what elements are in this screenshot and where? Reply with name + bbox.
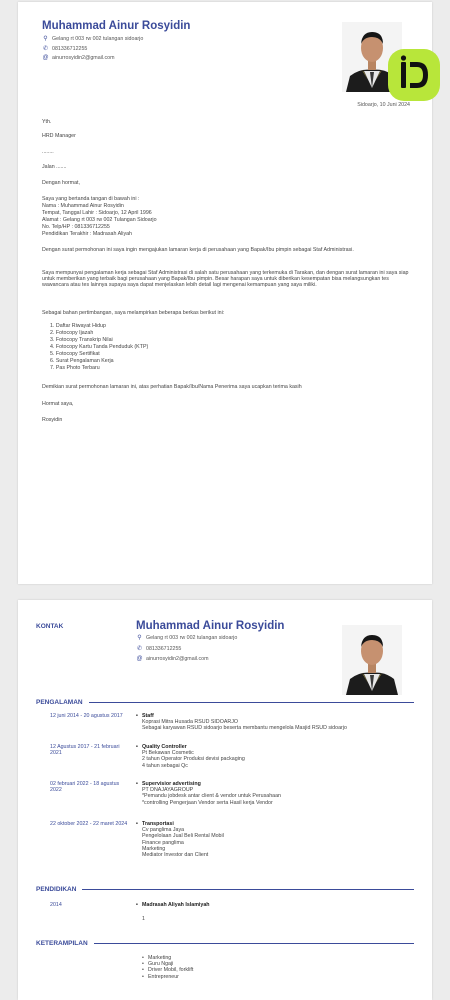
map-pin-icon: ⚲ — [137, 635, 142, 641]
cover-letter-page — [18, 2, 432, 584]
letter-line: Nama : Muhammad Ainur Rosyidin — [42, 203, 124, 209]
skills-section-header — [36, 940, 414, 947]
education-section-header — [36, 886, 414, 893]
letter-line: Saya yang bertanda tangan di bawah ini : — [42, 196, 140, 202]
experience-entry — [136, 713, 416, 732]
experience-dates: 12 Agustus 2017 - 21 februari 2021 — [50, 744, 120, 757]
attachment-item: 3. Fotocopy Transkrip Nilai — [50, 337, 113, 343]
section-divider — [94, 943, 414, 944]
letter-phone: 081336712255 — [52, 45, 88, 52]
section-divider — [82, 889, 414, 890]
skill-item: • Driver Mobil, forklift — [148, 967, 416, 973]
experience-heading: PENGALAMAN — [36, 699, 83, 706]
experience-section-header — [36, 699, 414, 706]
letter-line: Hormat saya, — [42, 401, 74, 407]
experience-entry — [136, 744, 416, 769]
at-icon: @ — [42, 55, 49, 61]
phone-icon: ✆ — [136, 646, 143, 652]
section-divider — [89, 702, 414, 703]
experience-dates: 12 juni 2014 - 20 agustus 2017 — [50, 713, 123, 719]
cv-address: Gelang rt 003 rw 002 tulangan sidoarjo — [146, 634, 238, 641]
education-heading: PENDIDIKAN — [36, 886, 77, 893]
experience-line: Cv panglima Jaya — [142, 827, 185, 834]
experience-line: 2 tahun Operator Produksi devisi packaging — [142, 756, 245, 763]
experience-title: • Supervisior advertising — [142, 781, 416, 787]
experience-dates: 02 februari 2022 - 18 agustus 2022 — [50, 781, 120, 794]
letter-line: Yth. — [42, 119, 52, 125]
letter-date: Sidoarjo, 10 Juni 2024 — [357, 102, 410, 108]
cv-name: Muhammad Ainur Rosyidin — [136, 620, 285, 632]
letter-email-row — [42, 55, 115, 61]
attachment-item: 4. Fotocopy Kartu Tanda Penduduk (KTP) — [50, 344, 149, 350]
profile-photo — [342, 625, 402, 695]
experience-line: PT DNAJAYAGROUP — [142, 787, 194, 794]
attachment-item: 5. Fotocopy Sertifikat — [50, 351, 100, 357]
letter-phone-row — [42, 45, 87, 52]
at-icon: @ — [136, 656, 143, 662]
letter-line: No. Telp/HP : 081336712255 — [42, 224, 110, 230]
app-logo[interactable] — [388, 49, 440, 101]
experience-title: • Staff — [142, 713, 416, 719]
letter-line: Alamat : Gelang rt 003 rw 002 Tulangan Sidoarjo — [42, 217, 157, 223]
education-line: 1 — [142, 916, 145, 923]
cv-address-row — [136, 634, 237, 641]
map-pin-icon: ⚲ — [43, 36, 48, 42]
letter-address-row — [42, 35, 143, 42]
experience-line: Pengelolaan Jual Beli Rental Mobil — [142, 833, 224, 840]
experience-line: 4 tahun sebagai Qc — [142, 762, 188, 769]
cv-page — [18, 600, 432, 1000]
experience-title: • Transportasi — [142, 821, 416, 827]
letter-line: HRD Manager — [42, 133, 76, 139]
letter-name: Muhammad Ainur Rosyidin — [42, 20, 191, 32]
experience-line: Mediator Investor dan Client — [142, 852, 209, 859]
contact-heading: KONTAK — [36, 623, 64, 630]
skills-heading: KETERAMPILAN — [36, 940, 88, 947]
letter-email: ainurrosyidin2@gmail.com — [52, 55, 115, 61]
letter-line: Dengan hormat, — [42, 180, 80, 186]
letter-line: Pendidikan Terakhir : Madrasah Aliyah — [42, 231, 132, 237]
experience-line: *Pemandu jobdesk antar client & vendor untuk Perusahaan — [142, 793, 281, 800]
experience-line: *controlling Pengerjaan Vendor serta Hasil kerja Vendor — [142, 799, 273, 806]
skill-item: • Entrepreneur — [148, 974, 416, 980]
letter-line: Sebagai bahan pertimbangan, saya melampirkan beberapa berkas berikut ini: — [42, 310, 225, 316]
experience-title: • Quality Controller — [142, 744, 416, 750]
letter-line: ........ — [42, 149, 54, 155]
letter-paragraph: Saya mempunyai pengalaman kerja sebagai Staf Administrasi di salah satu perusahaan yang terkemuka di Tarakan, dan dengan surat lamaran ini saya siap untuk memberikan yang terbaik bagi perusahaan yang Bapak/Ibu pimpin. Besar harapan saya untuk diberikan kesempatan bisa melangsungkan tes wawancara atau tes lainnya supaya saya dapat menjelaskan lebih detail lagi mengenai kemampuan yang saya miliki. — [42, 270, 409, 289]
letter-signature: Rosyidin — [42, 417, 63, 423]
education-entry — [136, 902, 416, 922]
experience-line: Marketing — [142, 845, 166, 852]
skill-item: • Guru Ngaji — [148, 961, 416, 967]
letter-line: Tempat, Tanggal Lahir : Sidoarjo, 12 April 1996 — [42, 210, 152, 216]
attachment-item: 7. Pas Photo Terbaru — [50, 365, 100, 371]
experience-line: Pt Bekawan Cosmetic — [142, 750, 194, 757]
attachment-item: 1. Daftar Riwayat Hidup — [50, 323, 106, 329]
letter-address: Gelang rt 003 rw 002 tulangan sidoarjo — [52, 35, 144, 42]
experience-line: Sebagai karyawan RSUD sidoarjo beserta membantu mengelola Masjid RSUD sidoarjo — [142, 725, 347, 732]
education-dates: 2014 — [50, 902, 62, 908]
skills-list — [136, 955, 416, 980]
attachment-item: 6. Surat Pengalaman Kerja — [50, 358, 114, 364]
letter-paragraph: Demikian surat permohonan lamaran ini, atas perhatian Bapak/Ibu/Nama Penerima saya ucapkan terima kasih — [42, 384, 302, 390]
experience-dates: 22 oktober 2022 - 22 maret 2024 — [50, 821, 128, 827]
cv-phone-row — [136, 645, 181, 652]
experience-line: Koprasi Mitra Husada RSUD SIDOARJO — [142, 719, 238, 726]
letter-paragraph: Dengan surat permohonan ini saya ingin mengajukan lamaran kerja di perusahaan yang Bapak/Ibu pimpin sebagai Staf Administrasi. — [42, 247, 354, 253]
education-title: • Madrasah Aliyah Islamiyah — [142, 902, 416, 908]
experience-entry — [136, 821, 416, 858]
cv-phone: 081336712255 — [146, 645, 182, 652]
experience-entry — [136, 781, 416, 806]
skill-item: • Marketing — [148, 955, 416, 961]
cv-email: ainurrosyidin2@gmail.com — [146, 656, 209, 662]
cv-email-row — [136, 656, 209, 662]
attachment-item: 2. Fotocopy Ijazah — [50, 330, 94, 336]
phone-icon: ✆ — [42, 46, 49, 52]
letter-line: Jalan ....... — [42, 164, 67, 170]
experience-line: Finance panglima — [142, 839, 184, 846]
